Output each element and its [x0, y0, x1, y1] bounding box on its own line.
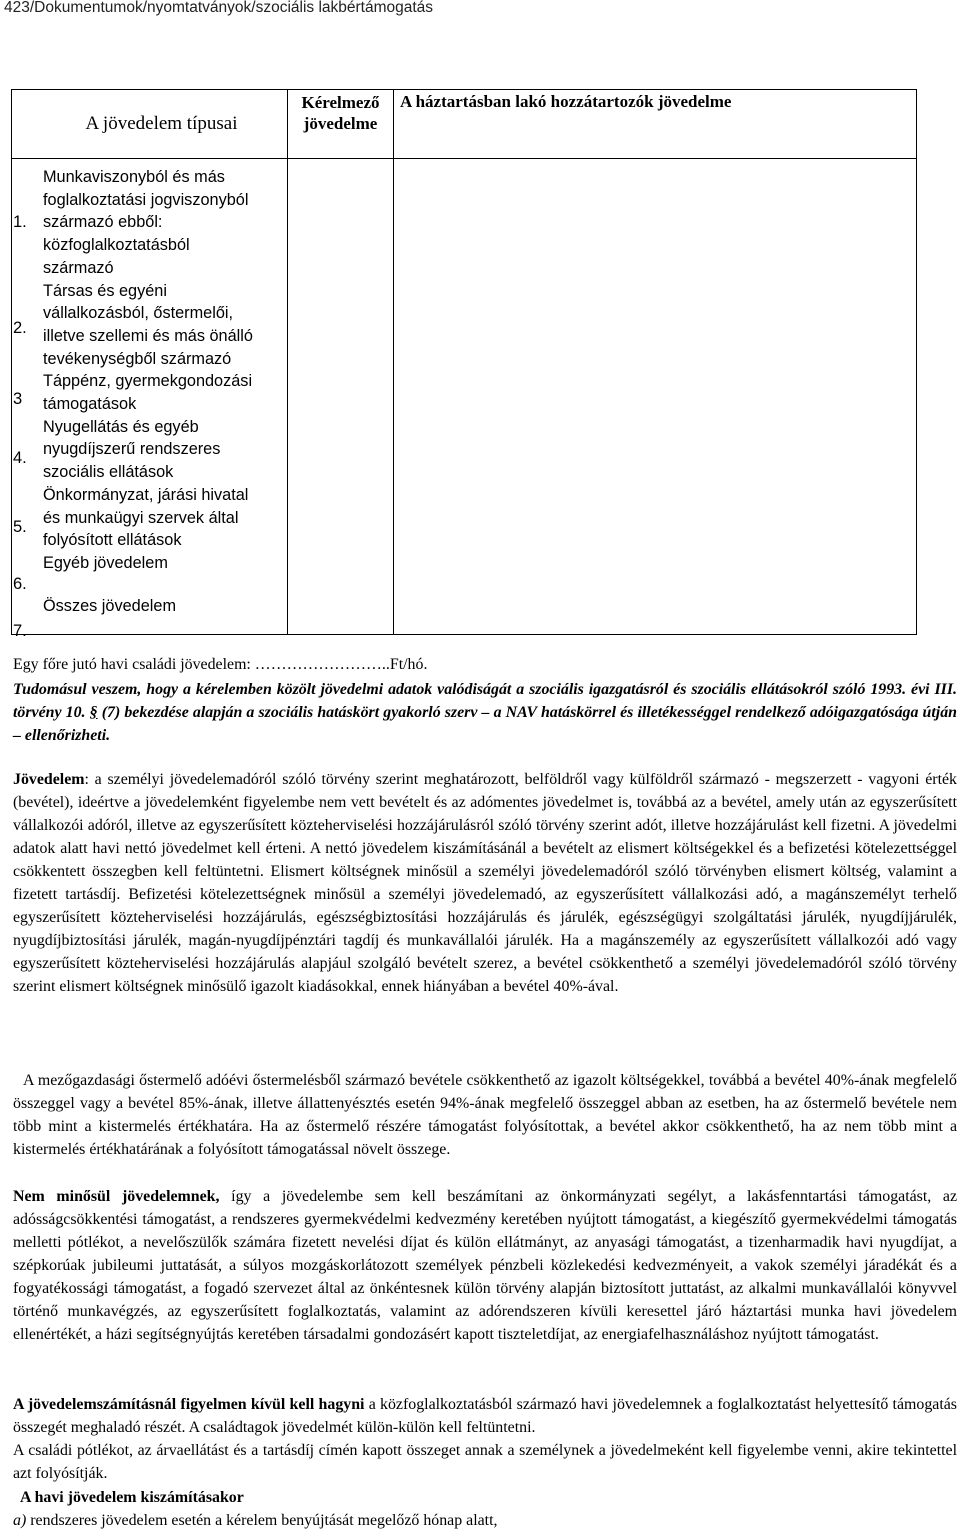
income-type-6: Egyéb jövedelem — [43, 553, 168, 572]
family-allowance-paragraph: A családi pótlékot, az árvaellátást és a tartásdíj címén kapott összeget annak a személynek a jövedelmeként kell figyelembe venni, akire tekintettel azt folyósítják. — [13, 1442, 957, 1483]
row-number: 4. — [13, 449, 27, 467]
declaration-text: Tudomásul veszem, hogy a kérelemben közölt jövedelmi adatok valódiságát a szociális igazgatásról és szociális ellátásokról szóló 1993. évi III. törvény 10. § (7) bekezdése alapján a szociális hatáskört gyakorló szerv – a NAV hatáskörrel és illetékességgel rendelkező adóigazgatósága útján – ellenőrizheti. — [13, 681, 957, 745]
income-type-4: Nyugellátás és egyéb nyugdíjszerű rendszeres szociális ellátások — [43, 417, 221, 482]
row-number: 5. — [13, 518, 27, 536]
income-type-2: Társas és egyéni vállalkozásból, őstermelői, illetve szellemi és más önálló tevékenységből származó — [43, 281, 253, 368]
exclusion-paragraph: A jövedelemszámításnál figyelmen kívül kell hagyni a közfoglalkoztatásból származó havi jövedelemnek a foglalkoztatást helyettesítő támogatás összegét meghaladó részét. A családtagok jövedelmét külön-külön kell feltüntetni. — [13, 1396, 957, 1437]
row-number: 6. — [13, 575, 27, 593]
monthly-income-item-a: a) rendszeres jövedelem esetén a kérelem benyújtását megelőző hónap alatt, — [13, 1512, 498, 1529]
document-path: 423/Dokumentumok/nyomtatványok/szociális lakbértámogatás — [4, 0, 434, 16]
monthly-income-heading: A havi jövedelem kiszámításakor — [20, 1489, 244, 1506]
income-type-1: Munkaviszonyból és más foglalkoztatási jogviszonyból származó ebből: közfoglalkoztatásból származó — [43, 168, 249, 277]
row-number: 7. — [13, 622, 27, 640]
income-definition-paragraph: Jövedelem: a személyi jövedelemadóról szóló törvény szerint meghatározott, belföldről vagy külföldről származó - megszerzett - vagyoni érték (bevétel), ideértve a jövedelemként figyelembe nem vett bevételt és az adómentes jövedelmet is, továbbá az a bevétel, amely után az egyszerűsített vállalkozói adóról, illetve az egyszerűsített közteherviselési hozzájárulásról szóló törvény szerint adót, illetve hozzájárulást kell fizetni. A jövedelmi adatok alatt havi nettó jövedelmet kell érteni. A nettó jövedelem kiszámításánál a bevételt az elismert költségekkel és a befizetési kötelezettséggel csökkentett összegben kell feltüntetni. Elismert költségnek minősül a személyi jövedelemadóról szóló törvényben elismert költség, valamint a fizetett tartásdíj. Befizetési kötelezettségnek minősül a személyi jövedelemadó, az egyszerűsített vállalkozási adó, a magánszemélyt terhelő egyszerűsített közteherviselési hozzájárulás, egészségbiztosítási hozzájárulás és járulék, egészségügyi szolgáltatási járulék, nyugdíjjárulék, nyugdíjbiztosítási járulék, magán-nyugdíjpénztári tagdíj és munkavállalói járulék. Ha a magánszemély az egyszerűsített vállalkozói adó vagy egyszerűsített közteherviselési hozzájárulás alapjául szolgáló bevételt szerez, a bevétel csökkenthető a személyi jövedelemadóról szóló törvény szerint elismert költségnek minősülő igazolt kiadásokkal, ennek hiányában a bevétel 40%-ával. — [13, 771, 957, 996]
income-type-7: Összes jövedelem — [43, 596, 177, 615]
income-types-cell — [12, 159, 288, 640]
household-income-cell[interactable] — [394, 159, 917, 635]
income-table — [11, 89, 917, 640]
per-capita-income-line: Egy főre jutó havi családi jövedelem: ……………………..Ft/hó. — [13, 656, 428, 673]
producer-income-paragraph: A mezőgazdasági őstermelő adóévi őstermelésből származó bevétele csökkenthető az igazolt költségekkel, továbbá a bevétel 40%-ának megfelelő összeggel vagy a bevétel 85%-ának, illetve állattenyésztés esetén 94%-ának megfelelő összeggel abban az esetben, ha az őstermelő bevétele nem több mint a kistermelés értékhatára. Ha az őstermelő részére támogatást folyósítottak, a bevétel akkor csökkenthető, ha az nem több mint a kistermelés értékhatárának a folyósított támogatással növelt összege. — [13, 1072, 957, 1159]
applicant-income-cell[interactable] — [288, 159, 394, 635]
col-income-type: A jövedelem típusai — [12, 90, 288, 159]
income-type-5: Önkormányzat, járási hivatal és munkaügyi szervek által folyósított ellátások — [43, 485, 249, 550]
income-type-3: Táppénz, gyermekgondozási támogatások — [43, 372, 253, 414]
col-applicant-income: Kérelmező jövedelme — [288, 90, 394, 159]
not-income-paragraph: Nem minősül jövedelemnek, így a jövedelembe sem kell beszámítani az önkormányzati segélyt, a lakásfenntartási támogatást, az adósságcsökkentési támogatást, a rendszeres gyermekvédelmi kedvezmény keretében nyújtott támogatást, a kiegészítő gyermekvédelmi támogatás melletti pótlékot, a nevelőszülők számára fizetett nevelési díjat és külön ellátmányt, az anyasági támogatást, a tizenharmadik havi nyugdíjat, a szépkorúak jubileumi juttatását, a súlyos mozgáskorlátozott személyek pénzbeli közlekedési kedvezményeit, a vakok személyi járadékát és a fogyatékossági támogatást, a fogadó szervezet által az önkéntesnek külön törvény alapján biztosított juttatást, az alkalmi munkavállalói könyvvel történő munkavégzés, az egyszerűsített foglalkoztatás, valamint az adórendszeren kívüli keresettel járó háztartási munka havi jövedelem ellenértékét, a házi segítségnyújtás keretében társadalmi gondozásért kapott tiszteletdíjat, az energiafelhasználáshoz nyújtott támogatást. — [13, 1188, 957, 1344]
row-number: 1. — [13, 213, 27, 231]
col-household-income: A háztartásban lakó hozzátartozók jövedelme — [394, 90, 917, 159]
row-number: 3 — [13, 390, 23, 408]
row-number: 2. — [13, 319, 27, 337]
